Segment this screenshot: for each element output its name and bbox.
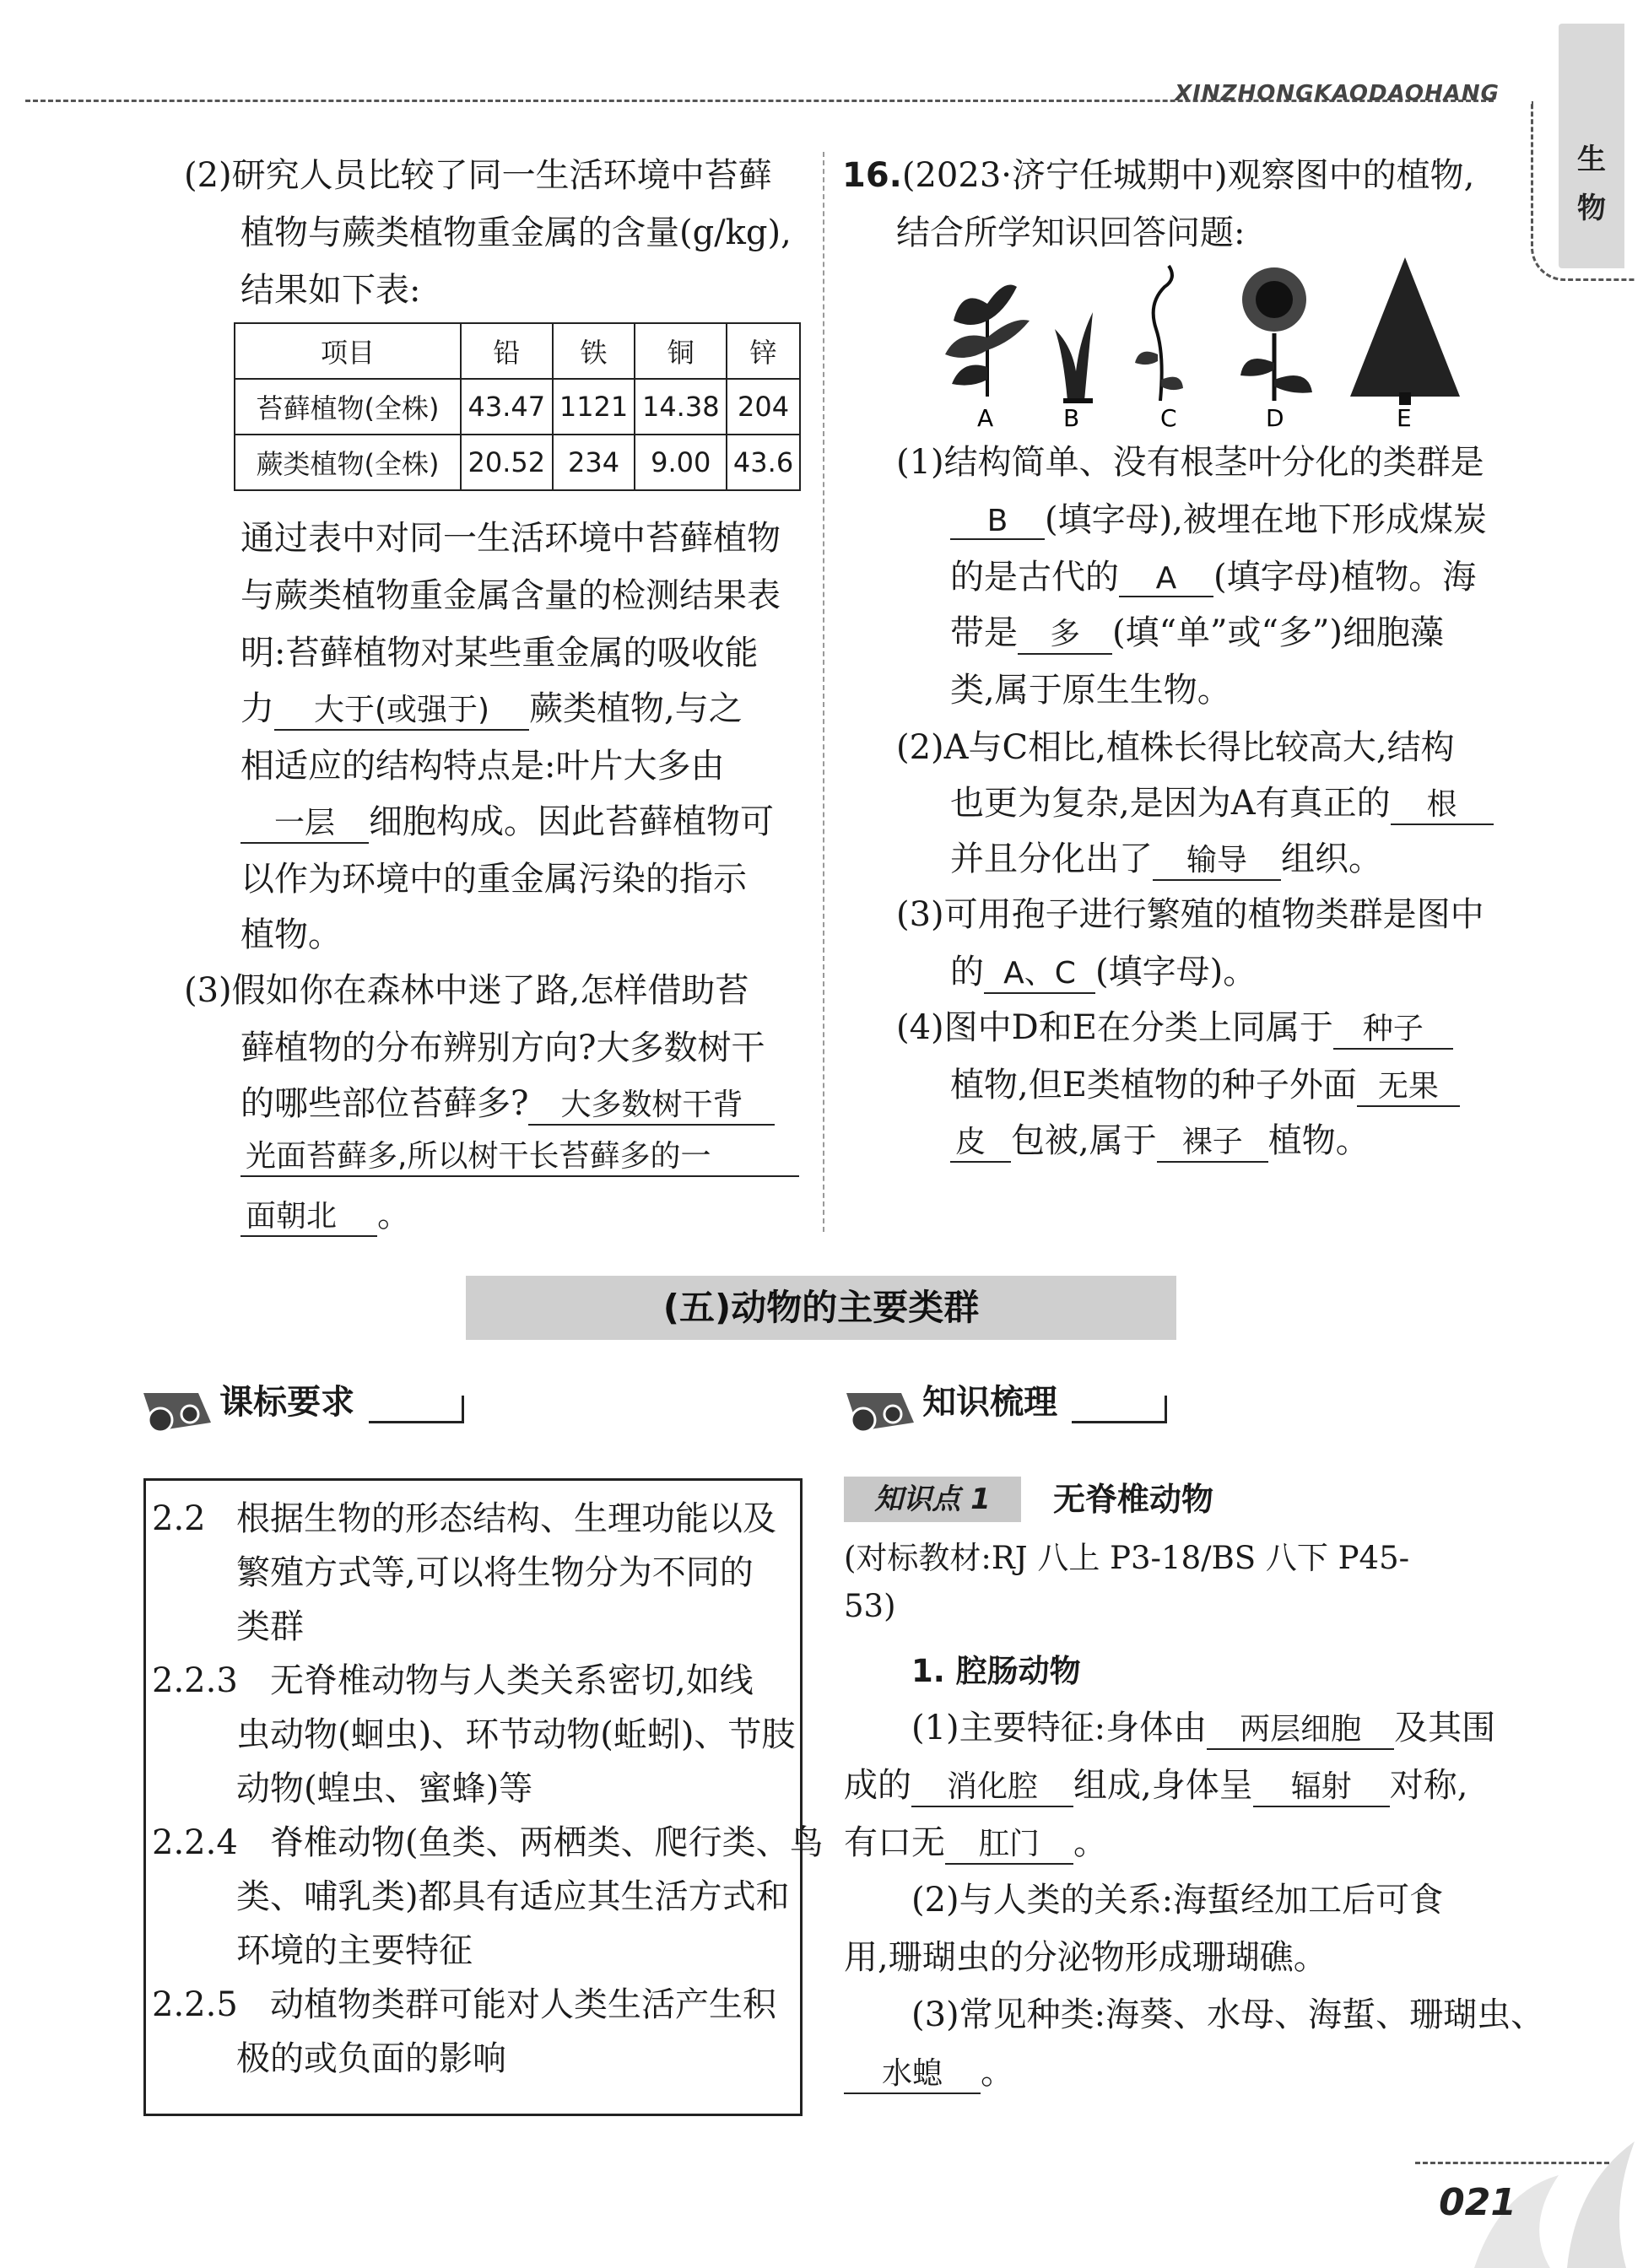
text: (填字母),被埋在地下形成煤炭: [1045, 500, 1487, 539]
standard-line: 脊椎动物(鱼类、两栖类、爬行类、鸟: [270, 1823, 824, 1862]
table-header-cell: 铁: [553, 323, 635, 379]
text: (2023·济宁任城期中)观察图中的植物,: [901, 156, 1475, 195]
table-cell: 234: [553, 435, 635, 490]
answer-blank: 消化腔: [911, 1763, 1073, 1807]
answer-blank: 辐射: [1253, 1763, 1390, 1807]
table-cell: 20.52: [461, 435, 553, 490]
q16-line2: 结合所学知识回答问题:: [896, 213, 1246, 252]
species-line2: [844, 2045, 1014, 2094]
table-header-cell: 项目: [235, 323, 461, 379]
text: 。: [1073, 1823, 1107, 1862]
analysis-line8: 植物。: [241, 915, 342, 954]
plant-label: B: [1063, 404, 1080, 430]
answer-blank: 根: [1391, 780, 1494, 825]
text: (填字母)。: [1095, 953, 1257, 991]
text: 组成,身体呈: [1073, 1766, 1253, 1805]
q16-p4-line2: [950, 1058, 1460, 1107]
pine-tree-icon: [1350, 257, 1460, 405]
question-number: 16.: [842, 156, 902, 195]
q2-line3: 结果如下表:: [241, 271, 421, 310]
answer-blank: 种子: [1333, 1005, 1453, 1050]
text: 力: [241, 689, 274, 728]
standard-line: 动物(蝗虫、蜜蜂)等: [236, 1769, 533, 1808]
standard-code: 2.2.3: [152, 1661, 238, 1700]
answer-blank: 面朝北: [241, 1192, 377, 1237]
running-title: XINZHONGKAODAOHANG: [1175, 81, 1500, 106]
text: 的是古代的: [950, 558, 1119, 597]
plant-label: C: [1160, 404, 1177, 430]
answer-blank: 水螅: [844, 2049, 981, 2094]
answer-blank: 大于(或强于): [274, 686, 529, 731]
text: (填“单”或“多”)细胞藻: [1112, 613, 1445, 652]
q16-p1-line2: [950, 493, 1487, 541]
answer-blank: 两层细胞: [1207, 1705, 1394, 1750]
table-header-cell: 铜: [635, 323, 727, 379]
text: 。: [377, 1196, 411, 1234]
column-divider: [823, 152, 824, 1232]
q16-p1-line5: 类,属于原生生物。: [950, 671, 1231, 710]
film-reel-icon: [139, 1385, 215, 1435]
standard-line: 极的或负面的影响: [236, 2039, 506, 2078]
standard-code: 2.2.4: [152, 1823, 238, 1862]
table-header-row: [235, 323, 800, 379]
text: 细胞构成。因此苔藓植物可: [369, 802, 774, 841]
q16-p4-line3: [950, 1114, 1370, 1163]
answer-blank: 光面苔藓多,所以树干长苔藓多的一: [241, 1132, 799, 1177]
answer-blank: 肛门: [945, 1820, 1073, 1865]
answer-blank: A、C: [984, 949, 1095, 994]
knowledge-title: 知识梳理: [922, 1383, 1058, 1422]
feature-line2: [844, 1758, 1467, 1807]
analysis-line7: 以作为环境中的重金属污染的指示: [241, 860, 747, 899]
answer-blank: 多: [1018, 610, 1112, 655]
plant-label: E: [1397, 404, 1412, 430]
table-cell: 43.6: [727, 435, 800, 490]
text: 包被,属于: [1011, 1121, 1157, 1160]
text: 对称,: [1389, 1766, 1468, 1805]
knowledge-badge: 知识点 1: [844, 1477, 1021, 1522]
answer-blank: B: [950, 504, 1045, 540]
q16-p3-line2: [950, 945, 1257, 994]
leaf-decoration: [1424, 2091, 1643, 2268]
q16-p2-line3: [950, 832, 1382, 881]
fern-icon: [945, 285, 1030, 397]
table-cell: 1121: [553, 379, 635, 435]
q16-p2-line1: (2)A与C相比,植株长得比较高大,结构: [896, 728, 1455, 767]
answer-blank: 皮: [950, 1118, 1011, 1163]
table-cell: 蕨类植物(全株): [235, 435, 461, 490]
standard-item: [152, 1492, 776, 1540]
analysis-line1: 通过表中对同一生活环境中苔藓植物: [241, 519, 781, 558]
table-row: [235, 379, 800, 435]
standard-line: 无脊椎动物与人类关系密切,如线: [270, 1661, 754, 1700]
feature-line1: [911, 1701, 1495, 1750]
q16-p2-line2: [950, 776, 1494, 825]
analysis-line2: 与蕨类植物重金属含量的检测结果表: [241, 576, 781, 615]
footer-dashed-rule: [1415, 2162, 1609, 2164]
q3-line4: [241, 1132, 799, 1177]
arrow-icon: [369, 1396, 464, 1423]
table-header-cell: 锌: [727, 323, 800, 379]
q16-p1-line3: [950, 550, 1476, 598]
knowledge-header: [842, 1375, 1167, 1435]
standard-item: [152, 1654, 754, 1702]
species-line1: (3)常见种类:海葵、水母、海蜇、珊瑚虫、: [911, 1995, 1545, 2034]
answer-blank: 大多数树干背: [528, 1081, 775, 1126]
standard-line: 环境的主要特征: [236, 1931, 473, 1970]
text: (填字母)植物。海: [1213, 558, 1477, 597]
text: (1)主要特征:身体由: [911, 1709, 1208, 1747]
plant-label: A: [977, 404, 994, 430]
moss-stalk-icon: [1135, 266, 1183, 401]
standards-header: [139, 1375, 464, 1435]
arrow-icon: [1072, 1396, 1167, 1423]
standard-line: 类、哺乳类)都具有适应其生活方式和: [236, 1877, 790, 1916]
q3-line5: [241, 1188, 411, 1237]
text: 成的: [844, 1766, 911, 1805]
q3-line1: (3)假如你在森林中迷了路,怎样借助苔: [184, 971, 749, 1010]
table-header-cell: 铅: [461, 323, 553, 379]
ref-line1: (对标教材:RJ 八上 P3-18/BS 八下 P45-: [844, 1540, 1410, 1576]
text: 的: [950, 953, 984, 991]
text: 的哪些部位苔藓多?: [241, 1084, 529, 1123]
text: 带是: [950, 613, 1018, 652]
side-tab-label: [1559, 135, 1624, 233]
standard-code: 2.2.5: [152, 1985, 238, 2024]
standard-line: 动植物类群可能对人类生活产生积: [270, 1985, 776, 2024]
table-cell: 204: [727, 379, 800, 435]
section-banner: (五)动物的主要类群: [466, 1276, 1176, 1340]
q2-line2: 植物与蕨类植物重金属的含量(g/kg),: [241, 213, 792, 252]
text: 蕨类植物,与之: [529, 689, 743, 728]
table-cell: 43.47: [461, 379, 553, 435]
answer-blank: A: [1119, 561, 1213, 597]
q16-p1-line4: [950, 606, 1444, 655]
standards-title: 课标要求: [219, 1383, 355, 1422]
plant-label: D: [1266, 404, 1284, 430]
q16-line1: [842, 148, 1474, 197]
heavy-metal-table: [234, 322, 801, 491]
sunflower-icon: [1240, 267, 1312, 401]
relation-line2: 用,珊瑚虫的分泌物形成珊瑚礁。: [844, 1938, 1327, 1977]
analysis-line5: 相适应的结构特点是:叶片大多由: [241, 747, 725, 786]
text: 及其围: [1394, 1709, 1496, 1747]
q3-line3: [241, 1077, 775, 1126]
table-cell: 苔藓植物(全株): [235, 379, 461, 435]
answer-blank: 输导: [1153, 836, 1281, 881]
text: 。: [981, 2053, 1014, 2092]
q16-p1-line1: (1)结构简单、没有根茎叶分化的类群是: [896, 443, 1484, 482]
standard-line: 根据生物的形态结构、生理功能以及: [236, 1499, 776, 1538]
knowledge-topic: 无脊椎动物: [1053, 1481, 1214, 1518]
text: (4)图中D和E在分类上同属于: [896, 1008, 1333, 1047]
feature-line3: [844, 1816, 1107, 1865]
text: 植物,但E类植物的种子外面: [950, 1066, 1357, 1104]
page-number: 021: [1439, 2181, 1516, 2224]
answer-blank: 一层: [241, 799, 369, 844]
table-row: [235, 435, 800, 490]
analysis-line6: [241, 795, 774, 844]
standard-line: 类群: [236, 1607, 304, 1646]
answer-blank: 裸子: [1157, 1118, 1268, 1163]
plants-figure: [937, 253, 1511, 430]
standard-line: 虫动物(蛔虫)、环节动物(蚯蚓)、节肢: [236, 1715, 796, 1754]
standard-line: 繁殖方式等,可以将生物分为不同的: [236, 1553, 754, 1592]
analysis-line4: [241, 682, 743, 731]
film-reel-icon: [842, 1385, 918, 1435]
moss-icon: [1055, 312, 1093, 401]
q3-line2: 藓植物的分布辨别方向?大多数树干: [241, 1029, 765, 1067]
standard-item: [152, 1816, 824, 1864]
ref-line2: 53): [844, 1588, 896, 1624]
table-cell: 9.00: [635, 435, 727, 490]
text: 有口无: [844, 1823, 945, 1862]
side-tab-text: 生物: [1577, 143, 1606, 225]
q16-p3-line1: (3)可用孢子进行繁殖的植物类群是图中: [896, 895, 1484, 934]
text: 植物。: [1267, 1121, 1370, 1160]
analysis-line3: 明:苔藓植物对某些重金属的吸收能: [241, 634, 759, 672]
text: 也更为复杂,是因为A有真正的: [950, 784, 1391, 823]
text: 并且分化出了: [950, 840, 1153, 878]
text: 组织。: [1281, 840, 1382, 878]
answer-blank: 无果: [1357, 1062, 1460, 1107]
relation-line1: (2)与人类的关系:海蜇经加工后可食: [911, 1881, 1444, 1920]
standard-item: [152, 1978, 776, 2026]
q16-p4-line1: [896, 1001, 1453, 1050]
table-cell: 14.38: [635, 379, 727, 435]
standard-code: 2.2: [152, 1499, 206, 1538]
subheading: 1. 腔肠动物: [911, 1653, 1081, 1689]
q2-line1: (2)研究人员比较了同一生活环境中苔藓: [184, 156, 772, 195]
